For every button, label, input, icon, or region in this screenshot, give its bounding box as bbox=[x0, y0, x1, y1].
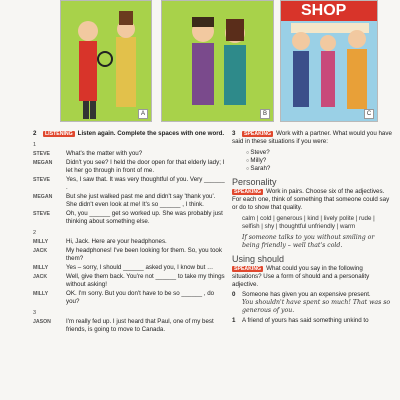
dialogue-number: 3 bbox=[33, 310, 37, 316]
shop-sign-text: SHOP bbox=[301, 2, 347, 19]
speaker: MILLY bbox=[33, 291, 49, 297]
dialogue-line bbox=[33, 176, 225, 192]
speaking-tag: SPEAKING bbox=[244, 131, 272, 137]
line-text: Well, give them back. You're not ______ to take my things without asking! bbox=[66, 273, 225, 288]
list-item: ○ Sarah? bbox=[246, 165, 392, 173]
should-instruction-block bbox=[232, 265, 392, 289]
speaker: STEVE bbox=[33, 151, 51, 157]
line-text: Yes, I saw that. It was very thoughtful of you. Very ______ . bbox=[66, 176, 225, 191]
exercise-3-instruction: Work with a partner. What would you have said in these situations if you were: bbox=[232, 130, 392, 145]
dialogue-line bbox=[33, 150, 225, 158]
exercise-2-number: 2 bbox=[33, 130, 37, 137]
speaker: STEVE bbox=[33, 211, 51, 217]
personality-instruction: Work in pairs. Choose six of the adjectives. For each one, think of something that someone could say or do to show that quality. bbox=[232, 188, 390, 211]
speaking-tag: SPEAKING bbox=[234, 266, 262, 272]
line-text: Yes – sorry, I should ______ asked you, I know but … bbox=[66, 264, 214, 271]
illustration-b bbox=[161, 0, 274, 122]
item-number: 1 bbox=[232, 317, 236, 324]
illustration-c bbox=[280, 0, 378, 122]
exercise-2 bbox=[33, 130, 225, 335]
line-text: Oh, you ______ get so worked up. She was probably just thinking about something else. bbox=[66, 210, 223, 225]
speaker: JASON bbox=[33, 319, 51, 325]
dialogue-line bbox=[33, 193, 225, 209]
illustration-a-art bbox=[61, 1, 152, 122]
dialogue-number: 2 bbox=[33, 230, 37, 236]
line-text: Hi, Jack. Here are your headphones. bbox=[66, 238, 167, 245]
dialogue-line bbox=[33, 247, 225, 263]
speaker: MEGAN bbox=[33, 160, 53, 166]
item-text bbox=[242, 291, 392, 315]
speaker: MILLY bbox=[33, 239, 49, 245]
line-text: Didn't you see? I held the door open for that elderly lady; I let her go through in front of me. bbox=[66, 159, 225, 174]
list-item: ○ Steve? bbox=[246, 149, 392, 157]
exercise-2-instruction: Listen again. Complete the spaces with one word. bbox=[77, 130, 225, 137]
personality-instruction-block bbox=[232, 188, 392, 212]
picture-label-a: A bbox=[138, 109, 148, 119]
speaking-tag: SPEAKING bbox=[234, 189, 262, 195]
dialogue-line bbox=[33, 264, 225, 272]
handwritten-example: If someone talks to you without smiling or being friendly – well that's cold. bbox=[242, 234, 375, 249]
people-list bbox=[246, 149, 392, 173]
line-text: OK. I'm sorry. But you don't have to be so ______ , do you? bbox=[66, 290, 215, 305]
dialogue-line bbox=[33, 210, 225, 226]
exercise-3-header bbox=[232, 130, 392, 146]
item-number: 0 bbox=[232, 291, 236, 298]
speaker: MILLY bbox=[33, 265, 49, 271]
dialogue-line bbox=[33, 238, 225, 246]
should-heading: Using should bbox=[232, 254, 285, 264]
illustration-a bbox=[60, 0, 152, 122]
list-item: ○ Milly? bbox=[246, 157, 392, 165]
illustration-b-art bbox=[162, 1, 274, 122]
right-column bbox=[232, 130, 392, 325]
line-text: But she just walked past me and didn't say 'thank you'. She didn't even look at me! It's so ______ , I think. bbox=[66, 193, 216, 208]
personality-heading: Personality bbox=[232, 177, 277, 187]
line-text: I'm really fed up. I just heard that Paul, one of my best friends, is going to move to Canada. bbox=[66, 318, 214, 333]
dialogue-line bbox=[33, 318, 225, 334]
listening-tag: LISTENING bbox=[45, 131, 73, 137]
exercise-2-header bbox=[33, 130, 225, 138]
should-instruction: What could you say in the following situations? Use a form of should and a personality adjective. bbox=[232, 265, 370, 288]
line-text: My headphones! I've been looking for them. So, you took them? bbox=[66, 247, 222, 262]
picture-label-b: B bbox=[260, 109, 270, 119]
adjective-list: calm | cold | generous | kind | lively polite | rude | selfish | shy | thoughtful unfriendly | warm bbox=[242, 215, 375, 230]
exercise-3-number: 3 bbox=[232, 130, 236, 137]
dialogue-line bbox=[33, 290, 225, 306]
speaker: MEGAN bbox=[33, 194, 53, 200]
line-text: What's the matter with you? bbox=[66, 150, 143, 157]
dialogue-number: 1 bbox=[33, 142, 37, 148]
list-item bbox=[232, 291, 392, 315]
item-answer: You shouldn't have spent so much! That was so generous of you. bbox=[242, 299, 391, 314]
item-situation: A friend of yours has said something unkind to bbox=[242, 317, 369, 324]
item-situation: Someone has given you an expensive present. bbox=[242, 291, 371, 298]
dialogue-line bbox=[33, 273, 225, 289]
speaker: STEVE bbox=[33, 177, 51, 183]
speaker: JACK bbox=[33, 248, 48, 254]
dialogue-line bbox=[33, 159, 225, 175]
speaker: JACK bbox=[33, 274, 48, 280]
list-item bbox=[232, 317, 392, 325]
picture-label-c: C bbox=[364, 109, 374, 119]
